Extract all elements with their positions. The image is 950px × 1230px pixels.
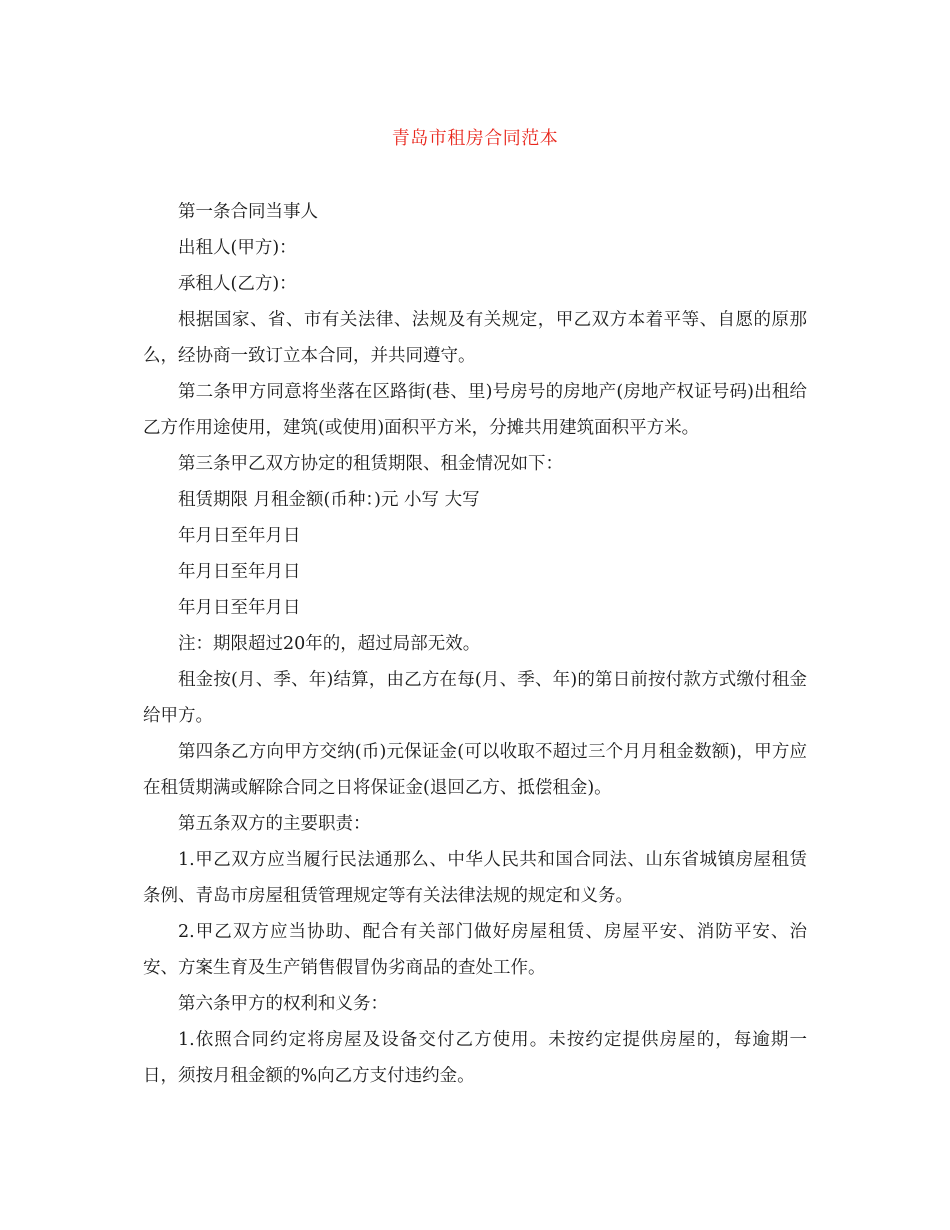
paragraph-article-3: 第三条甲乙双方协定的租赁期限、租金情况如下： [178,454,563,474]
paragraph-article-1: 第一条合同当事人 [178,202,318,222]
paragraph-article-6: 第六条甲方的权利和义务： [178,994,388,1014]
page-title: 青岛市租房合同范本 [391,128,559,149]
paragraph-rent-table-header: 租赁期限 月租金额(币种：)元 小写 大写 [178,490,480,510]
contract-body [143,194,807,1094]
paragraph-lessee: 承租人(乙方)： [178,274,297,294]
paragraph-article-4: 第四条乙方向甲方交纳(币)元保证金(可以收取不超过三个月月租金数额)，甲方应在租赁期满或解除合同之日将保证金(退回乙方、抵偿租金)。 [143,742,807,798]
paragraph-article-5-item-1: 1.甲乙双方应当履行民法通那么、中华人民共和国合同法、山东省城镇房屋租赁条例、青岛市房屋租赁管理规定等有关法律法规的规定和义务。 [143,850,807,906]
paragraph-article-5: 第五条双方的主要职责： [178,814,371,834]
paragraph-article-6-item-1: 1.依照合同约定将房屋及设备交付乙方使用。未按约定提供房屋的，每逾期一日，须按月租金额的%向乙方支付违约金。 [143,1030,807,1086]
paragraph-lessor: 出租人(甲方)： [178,238,297,258]
paragraph-rent-period-2: 年月日至年月日 [178,562,301,582]
paragraph-rent-period-3: 年月日至年月日 [178,598,301,618]
paragraph-article-5-item-2: 2.甲乙双方应当协助、配合有关部门做好房屋租赁、房屋平安、消防平安、治安、方案生育及生产销售假冒伪劣商品的查处工作。 [143,922,807,978]
paragraph-rent-settlement: 租金按(月、季、年)结算，由乙方在每(月、季、年)的第日前按付款方式缴付租金给甲方。 [143,670,807,726]
paragraph-rent-period-1: 年月日至年月日 [178,526,301,546]
paragraph-article-2: 第二条甲方同意将坐落在区路街(巷、里)号房号的房地产(房地产权证号码)出租给乙方作用途使用，建筑(或使用)面积平方米，分摊共用建筑面积平方米。 [143,382,807,438]
paragraph-note: 注：期限超过20年的，超过局部无效。 [178,634,481,654]
paragraph-preamble: 根据国家、省、市有关法律、法规及有关规定，甲乙双方本着平等、自愿的原那么，经协商一致订立本合同，并共同遵守。 [143,310,807,366]
